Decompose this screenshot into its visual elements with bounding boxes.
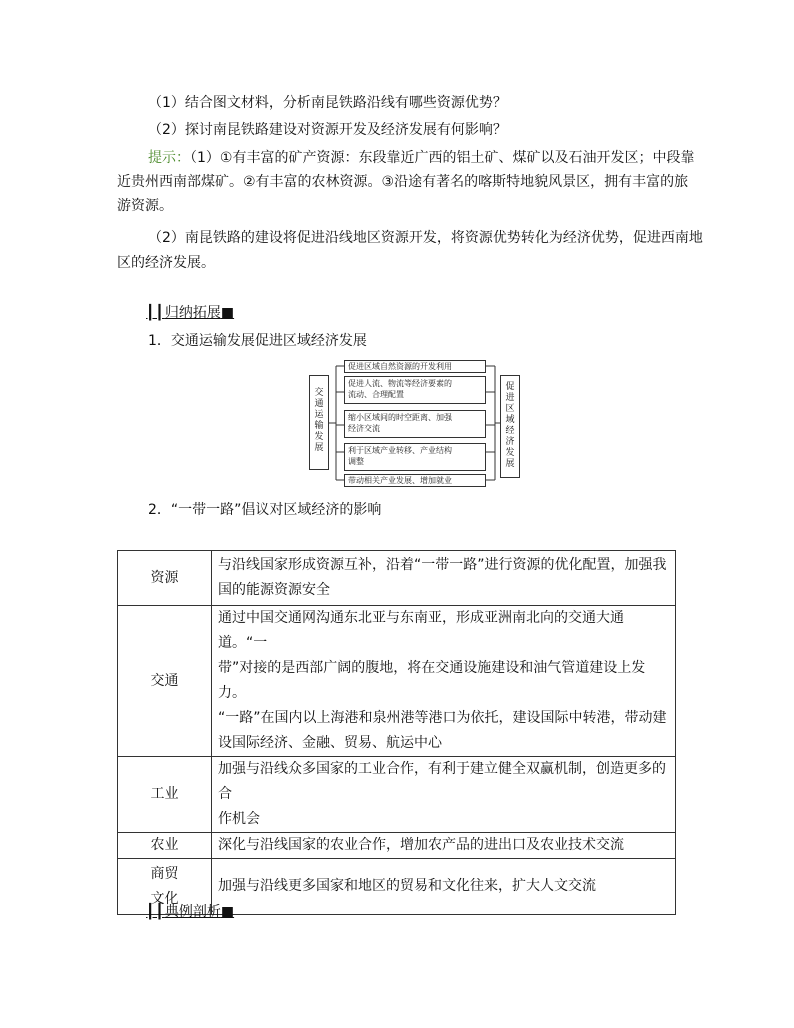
section-heading-summary xyxy=(146,303,234,323)
head-text: 文化 xyxy=(150,890,179,907)
hint-line-3: 游资源。 xyxy=(117,198,173,214)
head-text: 资源 xyxy=(150,569,179,586)
row-head xyxy=(118,606,212,757)
row-head xyxy=(118,551,212,606)
row-body xyxy=(212,606,676,757)
item-text: 带动相关产业发展、增加就业 xyxy=(348,476,452,485)
body-line: 设国际经济、金融、贸易、航运中心 xyxy=(218,735,442,751)
body-line: 与沿线国家形成资源互补，沿着“一带一路”进行资源的优化配置，加强我 xyxy=(218,557,667,573)
right-char: 区 xyxy=(505,404,515,414)
diagram-right-node xyxy=(500,375,520,478)
question-2: （2）探讨南昆铁路建设对资源开发及经济发展有何影响？ xyxy=(148,122,507,138)
section-mark: ■ xyxy=(220,305,235,321)
right-char: 发 xyxy=(505,448,515,458)
right-char: 促 xyxy=(505,382,515,392)
section-title: 归纳拓展 xyxy=(164,305,221,321)
body-line: 国的能源资源安全 xyxy=(218,582,330,598)
body-line: 加强与沿线更多国家和地区的贸易和文化往来，扩大人文交流 xyxy=(218,878,596,894)
diagram-item-5 xyxy=(344,474,486,487)
head-text: 农业 xyxy=(150,837,179,853)
item-text: 调整 xyxy=(348,457,364,466)
right-char: 济 xyxy=(505,437,515,447)
section-bars: ┃┃ xyxy=(146,305,165,321)
point-2: 2．“一带一路”倡议对区域经济的影响 xyxy=(148,502,382,518)
left-char: 输 xyxy=(314,421,324,431)
table-row xyxy=(118,833,676,859)
left-char: 运 xyxy=(314,410,324,420)
hint-line-2: 近贵州西南部煤矿。②有丰富的农林资源。③沿途有著名的喀斯特地貌风景区，拥有丰富的旅 xyxy=(117,174,689,190)
item-text: 流动、合理配置 xyxy=(348,390,404,399)
section-bars: ┃┃ xyxy=(146,904,165,920)
hint-label: 提示： xyxy=(148,150,190,166)
row-head xyxy=(118,833,212,859)
left-char: 展 xyxy=(314,443,324,453)
row-head xyxy=(118,757,212,833)
diagram-left-node xyxy=(309,375,329,470)
body-line: 加强与沿线众多国家的工业合作，有利于建立健全双赢机制，创造更多的合 xyxy=(218,761,666,802)
belt-road-table xyxy=(117,550,676,915)
hint-line-5: 区的经济发展。 xyxy=(117,255,215,271)
right-char: 经 xyxy=(505,426,515,436)
row-body xyxy=(212,757,676,833)
right-char: 进 xyxy=(505,393,515,403)
body-line: 作机会 xyxy=(218,811,260,827)
row-body xyxy=(212,833,676,859)
item-text: 经济交流 xyxy=(348,424,380,433)
section-title: 典例剖析 xyxy=(164,904,221,920)
item-text: 促进人流、物流等经济要素的 xyxy=(348,379,452,388)
item-text: 利于区域产业转移、产业结构 xyxy=(348,446,452,455)
diagram-item-1 xyxy=(344,360,486,373)
head-text: 商贸 xyxy=(150,865,179,882)
row-body xyxy=(212,859,676,915)
question-1: （1）结合图文材料，分析南昆铁路沿线有哪些资源优势？ xyxy=(148,95,507,111)
body-line: 深化与沿线国家的农业合作，增加农产品的进出口及农业技术交流 xyxy=(218,837,624,853)
diagram-item-3 xyxy=(344,410,486,438)
left-char: 通 xyxy=(314,399,324,409)
left-char: 发 xyxy=(314,432,324,442)
diagram-item-2 xyxy=(344,376,486,404)
table-row xyxy=(118,551,676,606)
right-char: 展 xyxy=(505,459,515,469)
body-line: “一路”在国内以上海港和泉州港等港口为依托，建设国际中转港，带动建 xyxy=(218,710,667,726)
body-line: 通过中国交通网沟通东北亚与东南亚，形成亚洲南北向的交通大通道。“一 xyxy=(218,610,624,651)
section-mark: ■ xyxy=(220,904,235,920)
section-heading-examples xyxy=(146,902,234,922)
table-row xyxy=(118,606,676,757)
body-line: 带”对接的是西部广阔的腹地，将在交通设施建设和油气管道建设上发力。 xyxy=(218,660,646,701)
head-text: 交通 xyxy=(150,672,179,689)
right-char: 域 xyxy=(505,415,515,425)
hint-text-1: （1）①有丰富的矿产资源：东段靠近广西的铝土矿、煤矿以及石油开发区；中段靠 xyxy=(190,150,695,166)
row-body xyxy=(212,551,676,606)
left-char: 交 xyxy=(314,388,324,398)
diagram-item-4 xyxy=(344,443,486,471)
hint-line-4: （2）南昆铁路的建设将促进沿线地区资源开发，将资源优势转化为经济优势，促进西南地 xyxy=(148,230,703,246)
item-text: 促进区域自然资源的开发利用 xyxy=(348,362,452,371)
item-text: 缩小区域间的时空距离、加强 xyxy=(348,413,452,422)
head-text: 工业 xyxy=(150,786,179,802)
point-1: 1．交通运输发展促进区域经济发展 xyxy=(148,333,367,349)
table-row xyxy=(118,757,676,833)
hint-line-1 xyxy=(148,148,694,168)
